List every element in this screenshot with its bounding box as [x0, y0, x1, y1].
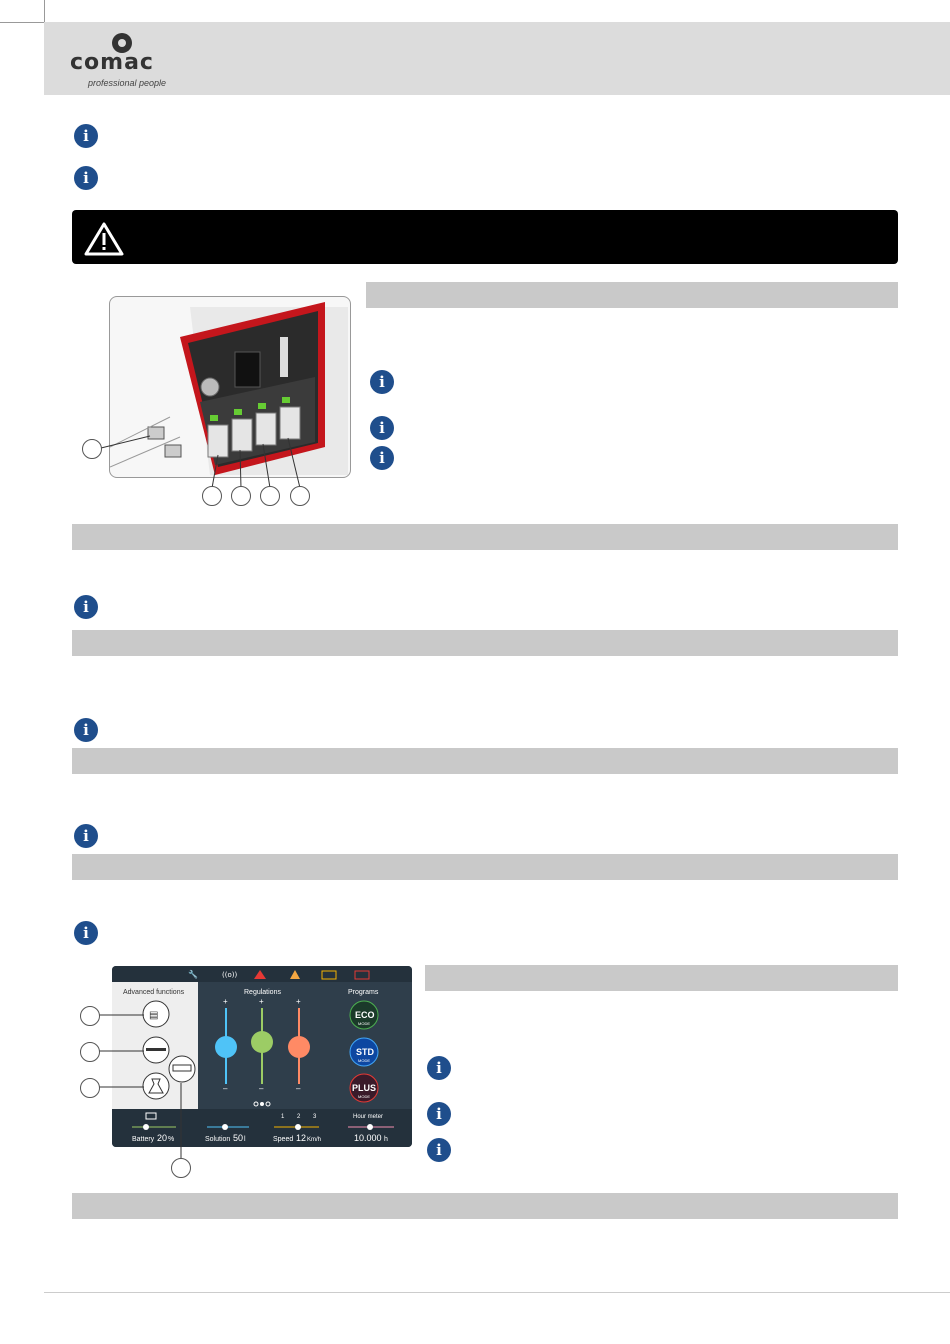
solution-value: 50 — [233, 1133, 244, 1143]
section-heading-bar — [72, 524, 898, 550]
plus-label: + — [223, 997, 228, 1006]
battery-unit: % — [168, 1136, 175, 1143]
program-std-sub: MODE — [358, 1058, 370, 1063]
callout-marker — [82, 439, 102, 459]
status-radio-icon: ((o)) — [222, 971, 238, 979]
callout-marker — [80, 1042, 100, 1062]
footer-rule — [44, 1292, 950, 1293]
battery-label: Battery — [132, 1136, 155, 1143]
speed-step: 2 — [297, 1114, 301, 1120]
minus-label: – — [223, 1084, 228, 1093]
plus-label: + — [296, 997, 301, 1006]
minus-label: – — [259, 1084, 264, 1093]
program-plus: PLUS — [352, 1083, 377, 1093]
info-icon: i — [74, 124, 98, 148]
program-eco: ECO — [355, 1010, 375, 1020]
info-icon: i — [370, 446, 394, 470]
advanced-functions-title: Advanced functions — [123, 989, 185, 996]
info-icon: i — [74, 718, 98, 742]
section-heading-bar — [72, 748, 898, 774]
section-heading-bar — [72, 1193, 898, 1219]
svg-text:▤: ▤ — [149, 1010, 159, 1021]
solution-label: Solution — [205, 1136, 231, 1143]
callout-leaders — [0, 0, 950, 520]
callout-marker — [202, 486, 222, 506]
info-icon: i — [427, 1056, 451, 1080]
section-heading-bar — [366, 282, 898, 308]
battery-value: 20 — [157, 1133, 168, 1143]
plus-label: + — [259, 997, 264, 1006]
info-icon: i — [74, 921, 98, 945]
info-icon: i — [370, 416, 394, 440]
callout-marker — [80, 1078, 100, 1098]
solution-unit: l — [244, 1136, 246, 1143]
programs-title: Programs — [348, 989, 379, 996]
program-plus-sub: MODE — [358, 1094, 370, 1099]
hour-meter-unit: h — [384, 1136, 388, 1143]
speed-step: 3 — [313, 1114, 317, 1120]
callout-marker — [80, 1006, 100, 1026]
info-icon: i — [370, 370, 394, 394]
section-heading-bar — [72, 854, 898, 880]
section-heading-bar — [425, 965, 898, 991]
speed-value: 12 — [296, 1133, 307, 1143]
program-std: STD — [356, 1047, 374, 1057]
display-callout-leaders — [0, 960, 450, 1180]
section-heading-bar — [72, 630, 898, 656]
callout-marker — [290, 486, 310, 506]
info-icon: i — [74, 166, 98, 190]
callout-marker — [171, 1158, 191, 1178]
hour-meter-value: 10.000 — [354, 1133, 382, 1143]
brand-logo: comac — [70, 50, 154, 75]
info-icon: i — [74, 595, 98, 619]
minus-label: – — [296, 1084, 301, 1093]
brand-tagline: professional people — [88, 78, 167, 88]
hour-meter-label: Hour meter — [353, 1114, 384, 1120]
info-icon: i — [74, 824, 98, 848]
callout-marker — [231, 486, 251, 506]
callout-marker — [260, 486, 280, 506]
speed-step: 1 — [281, 1114, 285, 1120]
regulations-title: Regulations — [244, 989, 281, 996]
program-eco-sub: MODE — [358, 1021, 370, 1026]
svg-text:🔧: 🔧 — [188, 970, 198, 979]
speed-unit: Km/h — [307, 1137, 322, 1143]
info-icon: i — [427, 1102, 451, 1126]
speed-label: Speed — [273, 1136, 294, 1143]
info-icon: i — [427, 1138, 451, 1162]
